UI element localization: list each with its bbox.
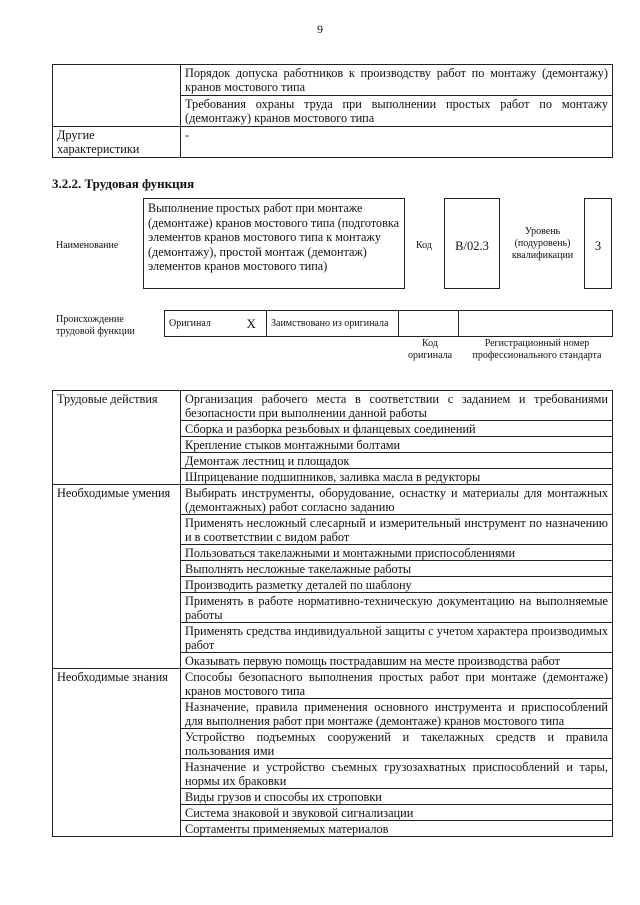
table-cell: Демонтаж лестниц и площадок [181,453,613,469]
table-cell: Способы безопасного выполнения простых работ при монтаже (демонтаже) кранов мостового типа [181,669,613,699]
empty-label-cell [53,65,181,127]
row-label: Необходимые знания [53,669,181,837]
code-value: B/02.3 [444,198,500,289]
table-cell: Сборка и разборка резьбовых и фланцевых соединений [181,421,613,437]
table-cell: Применять несложный слесарный и измерительный инструмент по назначению и в соответствии с видом работ [181,515,613,545]
borrowed-label: Заимствовано из оригинала [267,311,399,337]
table-cell: Применять в работе нормативно-техническую документацию на выполняемые работы [181,593,613,623]
main-table [52,390,613,837]
table-row [53,485,613,515]
code-original-caption: Код оригинала [407,338,453,361]
original-mark: X [237,311,267,337]
table-row [53,669,613,699]
table-cell: Шприцевание подшипников, заливка масла в редукторы [181,469,613,485]
reg-number-cell [459,311,613,337]
table-cell: Применять средства индивидуальной защиты с учетом характера производимых работ [181,623,613,653]
table-cell: Пользоваться такелажными и монтажными приспособлениями [181,545,613,561]
table-cell: Организация рабочего места в соответствии с заданием и требованиями безопасности при выполнении данной работы [181,391,613,421]
level-value: 3 [584,198,612,289]
table-row [53,391,613,421]
code-original-cell [399,311,459,337]
level-label: Уровень (подуровень) квалификации [511,226,574,261]
row-label: Необходимые умения [53,485,181,669]
row-label: Другие характеристики [53,127,181,158]
table-cell: Выбирать инструменты, оборудование, оснастку и материалы для монтажных (демонтажных) работ согласно заданию [181,485,613,515]
table-cell: Назначение, правила применения основного инструмента и приспособлений для выполнения работ при монтаже (демонтаже) кранов мостового типа [181,699,613,729]
table-row [53,127,613,158]
table-row [165,311,613,337]
table-cell: Крепление стыков монтажными болтами [181,437,613,453]
table-cell: - [181,127,613,158]
top-table [52,64,613,158]
table-cell: Производить разметку деталей по шаблону [181,577,613,593]
name-label: Наименование [56,240,119,251]
table-cell: Требования охраны труда при выполнении простых работ по монтажу (демонтажу) кранов мостового типа [181,96,613,127]
page-number: 9 [317,22,323,36]
row-label: Трудовые действия [53,391,181,485]
table-cell: Порядок допуска работников к производству работ по монтажу (демонтажу) кранов мостового типа [181,65,613,96]
function-name: Выполнение простых работ при монтаже (демонтаже) кранов мостового типа (подготовка элементов кранов мостового типа к монтажу (демонтажу), простой монтаж (демонтаж) элементов кранов мостового типа) [143,198,405,289]
table-cell: Назначение и устройство съемных грузозахватных приспособлений и тары, нормы их браковки [181,759,613,789]
table-cell: Выполнять несложные такелажные работы [181,561,613,577]
reg-number-caption: Регистрационный номер профессионального стандарта [472,338,602,361]
table-cell: Виды грузов и способы их строповки [181,789,613,805]
code-label: Код [416,240,432,251]
origin-label: Происхождение трудовой функции [56,314,135,337]
original-label: Оригинал [165,311,237,337]
table-cell: Система знаковой и звуковой сигнализации [181,805,613,821]
table-cell: Оказывать первую помощь пострадавшим на месте производства работ [181,653,613,669]
origin-table [164,310,613,337]
section-heading: 3.2.2. Трудовая функция [52,176,195,191]
table-cell: Устройство подъемных сооружений и такелажных средств и правила пользования ими [181,729,613,759]
table-row [53,65,613,96]
table-cell: Сортаменты применяемых материалов [181,821,613,837]
